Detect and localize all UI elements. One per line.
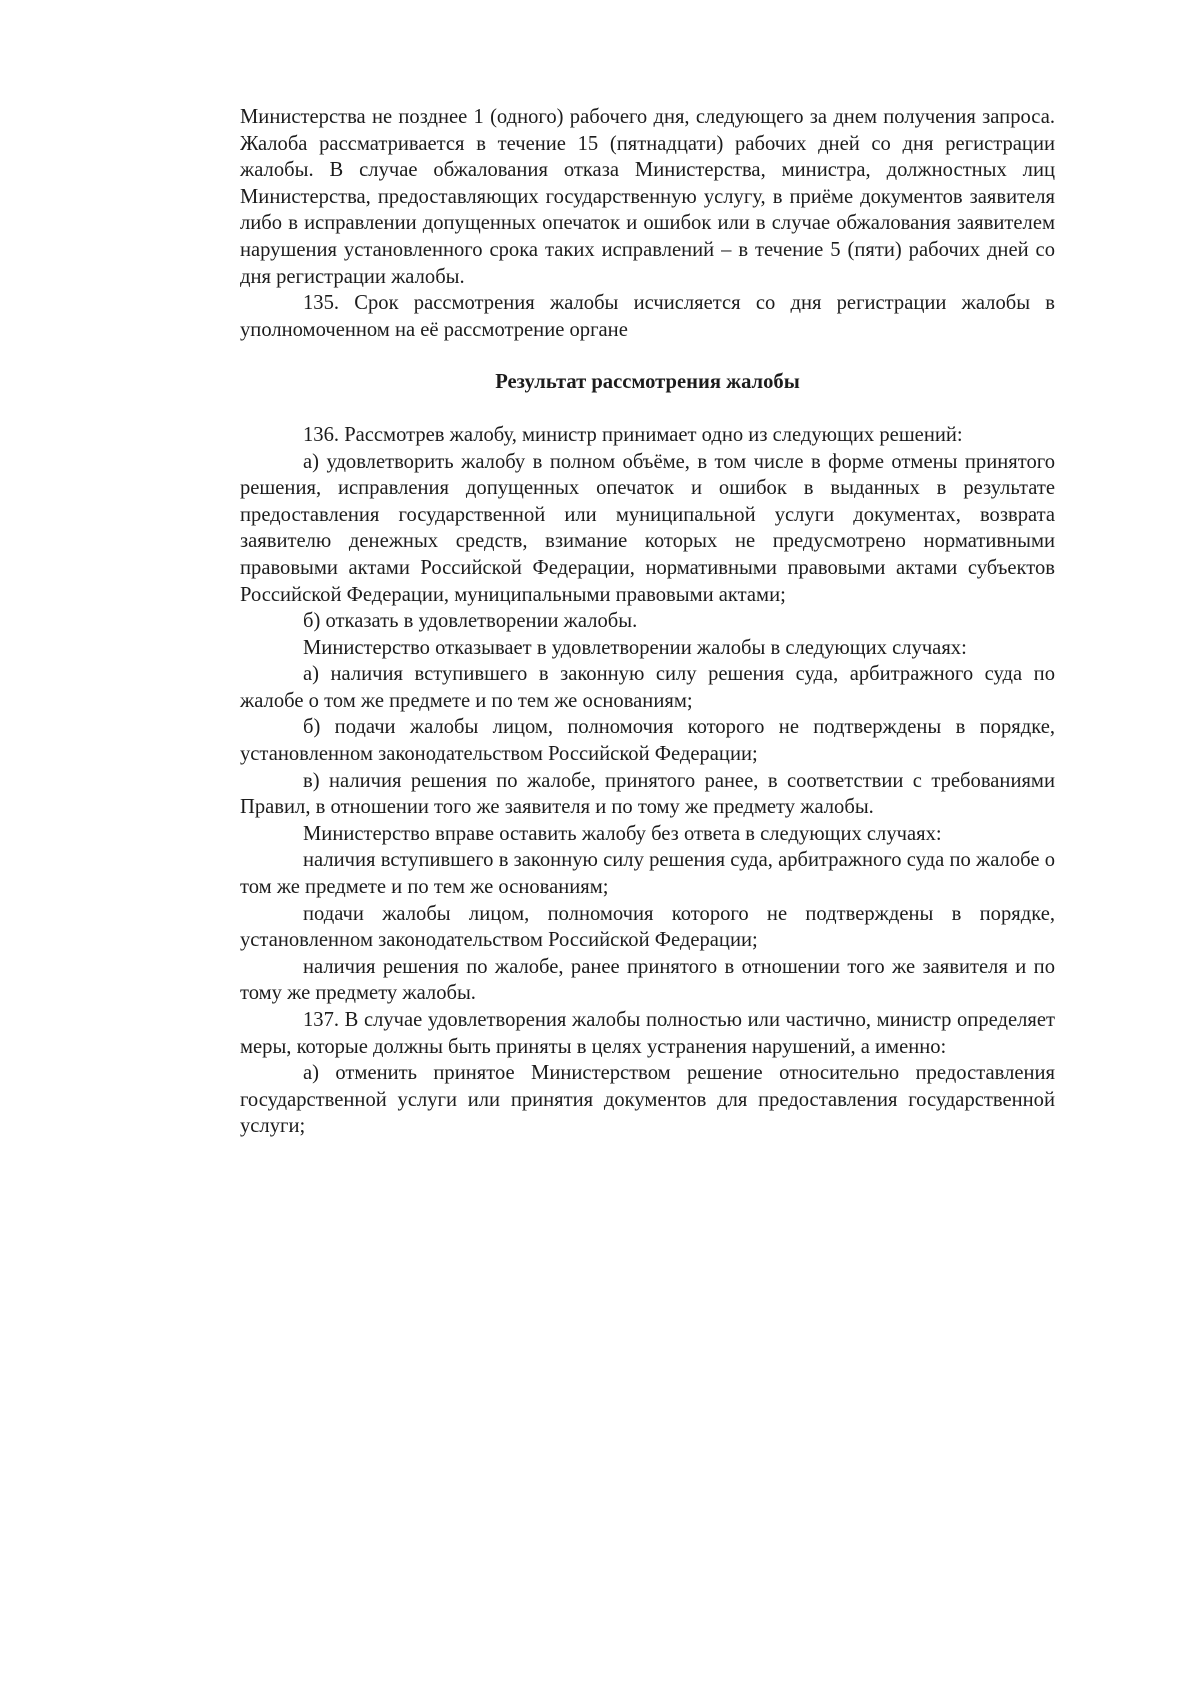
- spacer: [240, 343, 1055, 369]
- document-body: [240, 104, 1055, 1140]
- list-item-no-answer-3: наличия решения по жалобе, ранее принятого в отношении того же заявителя и по тому же предмету жалобы.: [240, 955, 1055, 1005]
- paragraph-continuation: Министерства не позднее 1 (одного) рабочего дня, следующего за днем получения запроса. Жалоба рассматривается в течение 15 (пятнадцати) рабочих дней со дня регистрации жалобы. В случае обжалования отказа Министерства, министра, должностных лиц Министерства, предоставляющих государственную услугу, в приёме документов заявителя либо в исправлении допущенных опечаток и ошибок или в случае обжалования заявителем нарушения установленного срока таких исправлений – в течение 5 (пяти) рабочих дней со дня регистрации жалобы.: [240, 106, 1055, 288]
- paragraph-no-answer-cases: Министерство вправе оставить жалобу без ответа в следующих случаях:: [303, 822, 942, 845]
- paragraph-refusal-cases: Министерство отказывает в удовлетворении жалобы в следующих случаях:: [303, 636, 967, 659]
- paragraph-137: 137. В случае удовлетворения жалобы полностью или частично, министр определяет меры, которые должны быть приняты в целях устранения нарушений, а именно:: [240, 1009, 1055, 1058]
- paragraph-136: 136. Рассмотрев жалобу, министр принимает одно из следующих решений:: [303, 423, 963, 446]
- list-item-no-answer-1: наличия вступившего в законную силу решения суда, арбитражного суда по жалобе о том же предмете и по тем же основаниям;: [240, 849, 1055, 899]
- spacer: [240, 396, 1055, 422]
- list-item-136-b: б) отказать в удовлетворении жалобы.: [303, 610, 638, 633]
- section-heading: Результат рассмотрения жалобы: [495, 371, 800, 394]
- list-item-137-a: а) отменить принятое Министерством решение относительно предоставления государственной услуги или принятия документов для предоставления государственной услуги;: [240, 1062, 1055, 1138]
- paragraph-135: 135. Срок рассмотрения жалобы исчисляется со дня регистрации жалобы в уполномоченном на её рассмотрение органе: [240, 292, 1055, 341]
- list-item-no-answer-2: подачи жалобы лицом, полномочия которого не подтверждены в порядке, установленном законодательством Российской Федерации;: [240, 902, 1055, 952]
- list-item-136-a: а) удовлетворить жалобу в полном объёме, в том числе в форме отмены принятого решения, исправления допущенных опечаток и ошибок в выданных в результате предоставления государственной или муниципальной услуги документах, возврата заявителю денежных средств, взимание которых не предусмотрено нормативными правовыми актами Российской Федерации, нормативными правовыми актами субъектов Российской Федерации, муниципальными правовыми актами;: [240, 450, 1055, 606]
- list-item-refusal-c: в) наличия решения по жалобе, принятого ранее, в соответствии с требованиями Правил, в отношении того же заявителя и по тому же предмету жалобы.: [240, 769, 1055, 819]
- list-item-refusal-b: б) подачи жалобы лицом, полномочия которого не подтверждены в порядке, установленном законодательством Российской Федерации;: [240, 716, 1055, 766]
- list-item-refusal-a: а) наличия вступившего в законную силу решения суда, арбитражного суда по жалобе о том же предмете и по тем же основаниям;: [240, 663, 1055, 712]
